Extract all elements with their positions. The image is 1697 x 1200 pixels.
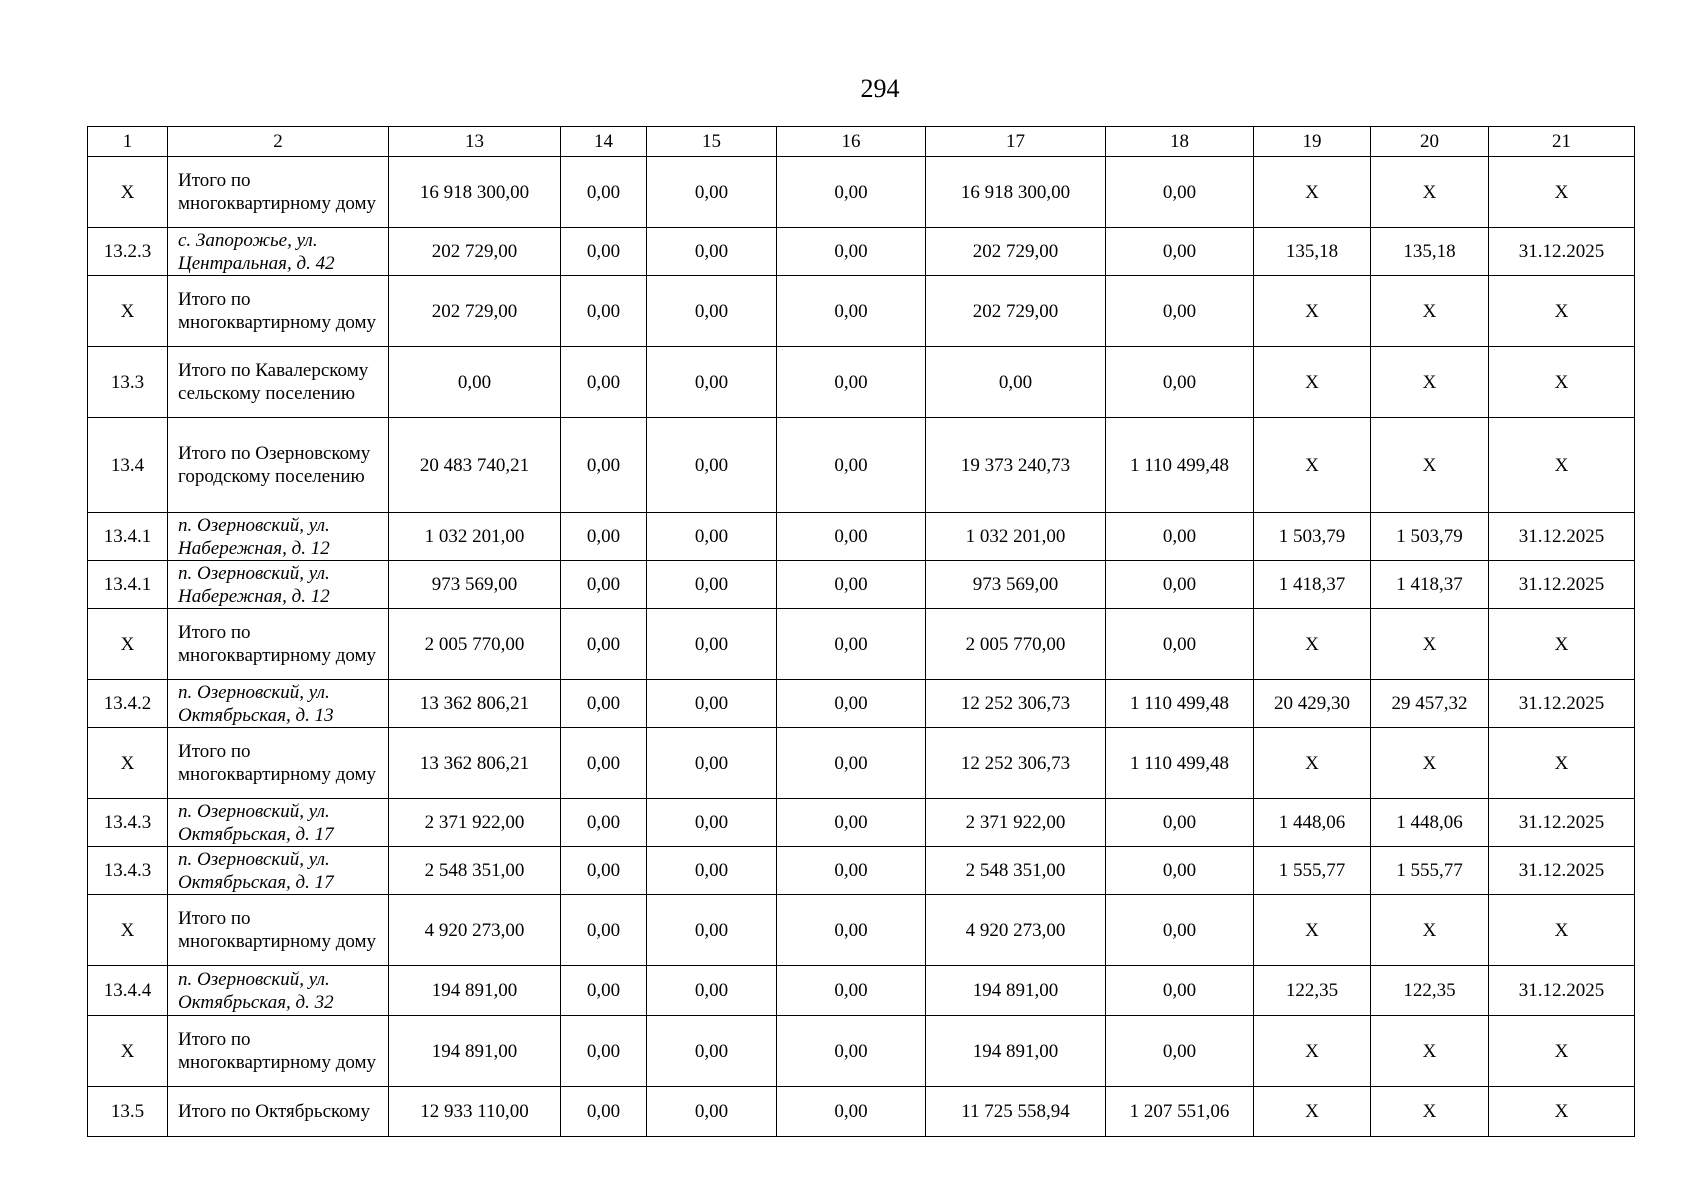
col-19-value: X	[1254, 1016, 1371, 1087]
col-19-value: 1 555,77	[1254, 847, 1371, 895]
col-21-value: X	[1489, 895, 1635, 966]
col-14-value: 0,00	[561, 799, 647, 847]
table-row	[88, 799, 1635, 847]
col-13-value: 194 891,00	[389, 966, 561, 1016]
col-19-value: X	[1254, 418, 1371, 513]
table-row	[88, 680, 1635, 728]
col-15-value: 0,00	[647, 895, 777, 966]
row-number: 13.4.4	[88, 966, 168, 1016]
col-20-value: X	[1371, 1016, 1489, 1087]
col-18-value: 0,00	[1106, 561, 1254, 609]
col-17-value: 4 920 273,00	[926, 895, 1106, 966]
col-19-value: X	[1254, 895, 1371, 966]
col-13-value: 0,00	[389, 347, 561, 418]
object-name: п. Озерновский, ул. Набережная, д. 12	[168, 513, 389, 561]
col-16-value: 0,00	[777, 847, 926, 895]
page-number: 294	[860, 74, 900, 103]
col-17-value: 202 729,00	[926, 276, 1106, 347]
col-21-value: X	[1489, 157, 1635, 228]
row-number: X	[88, 895, 168, 966]
row-number: 13.4.2	[88, 680, 168, 728]
col-20-value: 122,35	[1371, 966, 1489, 1016]
row-number: X	[88, 728, 168, 799]
col-14-value: 0,00	[561, 680, 647, 728]
col-19-value: 1 503,79	[1254, 513, 1371, 561]
col-13-value: 1 032 201,00	[389, 513, 561, 561]
col-18-value: 1 110 499,48	[1106, 680, 1254, 728]
object-name: п. Озерновский, ул. Октябрьская, д. 32	[168, 966, 389, 1016]
col-21-value: 31.12.2025	[1489, 561, 1635, 609]
col-15-value: 0,00	[647, 680, 777, 728]
col-14-value: 0,00	[561, 966, 647, 1016]
col-20-value: 1 555,77	[1371, 847, 1489, 895]
table-row	[88, 728, 1635, 799]
col-16-value: 0,00	[777, 728, 926, 799]
row-number: X	[88, 276, 168, 347]
col-16-value: 0,00	[777, 799, 926, 847]
col-15-value: 0,00	[647, 966, 777, 1016]
col-18-value: 0,00	[1106, 347, 1254, 418]
header-cell: 20	[1371, 127, 1489, 157]
col-20-value: 135,18	[1371, 228, 1489, 276]
col-15-value: 0,00	[647, 347, 777, 418]
col-16-value: 0,00	[777, 561, 926, 609]
col-18-value: 0,00	[1106, 847, 1254, 895]
row-number: 13.3	[88, 347, 168, 418]
col-13-value: 20 483 740,21	[389, 418, 561, 513]
col-18-value: 0,00	[1106, 895, 1254, 966]
table-row	[88, 1016, 1635, 1087]
col-14-value: 0,00	[561, 609, 647, 680]
col-19-value: 135,18	[1254, 228, 1371, 276]
col-21-value: X	[1489, 1016, 1635, 1087]
row-number: 13.4.3	[88, 847, 168, 895]
header-cell: 18	[1106, 127, 1254, 157]
col-14-value: 0,00	[561, 347, 647, 418]
col-18-value: 1 110 499,48	[1106, 418, 1254, 513]
col-18-value: 0,00	[1106, 966, 1254, 1016]
col-19-value: X	[1254, 1087, 1371, 1137]
col-13-value: 13 362 806,21	[389, 680, 561, 728]
col-15-value: 0,00	[647, 276, 777, 347]
col-16-value: 0,00	[777, 1087, 926, 1137]
col-14-value: 0,00	[561, 561, 647, 609]
col-16-value: 0,00	[777, 609, 926, 680]
col-21-value: X	[1489, 347, 1635, 418]
col-16-value: 0,00	[777, 228, 926, 276]
col-15-value: 0,00	[647, 847, 777, 895]
col-13-value: 194 891,00	[389, 1016, 561, 1087]
table-body	[88, 127, 1635, 1137]
col-13-value: 2 371 922,00	[389, 799, 561, 847]
table-row	[88, 276, 1635, 347]
col-16-value: 0,00	[777, 157, 926, 228]
col-17-value: 194 891,00	[926, 966, 1106, 1016]
table-row	[88, 561, 1635, 609]
col-19-value: X	[1254, 157, 1371, 228]
column-number-row	[88, 127, 1635, 157]
col-14-value: 0,00	[561, 228, 647, 276]
col-17-value: 16 918 300,00	[926, 157, 1106, 228]
col-18-value: 1 207 551,06	[1106, 1087, 1254, 1137]
header-cell: 15	[647, 127, 777, 157]
col-19-value: X	[1254, 347, 1371, 418]
col-20-value: X	[1371, 157, 1489, 228]
col-17-value: 2 548 351,00	[926, 847, 1106, 895]
col-17-value: 194 891,00	[926, 1016, 1106, 1087]
table-row	[88, 895, 1635, 966]
object-name: Итого по многоквартирному дому	[168, 609, 389, 680]
object-name: Итого по многоквартирному дому	[168, 276, 389, 347]
table-row	[88, 966, 1635, 1016]
col-18-value: 0,00	[1106, 1016, 1254, 1087]
col-17-value: 2 005 770,00	[926, 609, 1106, 680]
col-20-value: X	[1371, 728, 1489, 799]
col-20-value: X	[1371, 1087, 1489, 1137]
col-16-value: 0,00	[777, 418, 926, 513]
col-14-value: 0,00	[561, 895, 647, 966]
col-19-value: 1 448,06	[1254, 799, 1371, 847]
budget-table	[87, 126, 1635, 1137]
col-17-value: 12 252 306,73	[926, 728, 1106, 799]
col-13-value: 2 548 351,00	[389, 847, 561, 895]
col-15-value: 0,00	[647, 513, 777, 561]
col-15-value: 0,00	[647, 728, 777, 799]
col-18-value: 0,00	[1106, 609, 1254, 680]
col-18-value: 0,00	[1106, 276, 1254, 347]
col-18-value: 1 110 499,48	[1106, 728, 1254, 799]
header-cell: 2	[168, 127, 389, 157]
col-16-value: 0,00	[777, 680, 926, 728]
col-18-value: 0,00	[1106, 513, 1254, 561]
col-21-value: X	[1489, 276, 1635, 347]
col-19-value: X	[1254, 276, 1371, 347]
header-cell: 21	[1489, 127, 1635, 157]
object-name: п. Озерновский, ул. Октябрьская, д. 17	[168, 799, 389, 847]
table-row	[88, 228, 1635, 276]
header-cell: 14	[561, 127, 647, 157]
col-20-value: 1 448,06	[1371, 799, 1489, 847]
header-cell: 13	[389, 127, 561, 157]
col-21-value: 31.12.2025	[1489, 799, 1635, 847]
row-number: 13.5	[88, 1087, 168, 1137]
col-14-value: 0,00	[561, 847, 647, 895]
col-19-value: X	[1254, 728, 1371, 799]
col-18-value: 0,00	[1106, 157, 1254, 228]
col-20-value: X	[1371, 276, 1489, 347]
col-13-value: 4 920 273,00	[389, 895, 561, 966]
col-20-value: 1 503,79	[1371, 513, 1489, 561]
table-row	[88, 157, 1635, 228]
col-20-value: X	[1371, 347, 1489, 418]
row-number: 13.2.3	[88, 228, 168, 276]
col-21-value: X	[1489, 1087, 1635, 1137]
object-name: Итого по Озерновскому городскому поселению	[168, 418, 389, 513]
col-21-value: 31.12.2025	[1489, 228, 1635, 276]
col-16-value: 0,00	[777, 513, 926, 561]
row-number: 13.4	[88, 418, 168, 513]
col-13-value: 16 918 300,00	[389, 157, 561, 228]
table-row	[88, 609, 1635, 680]
object-name: Итого по многоквартирному дому	[168, 728, 389, 799]
row-number: 13.4.1	[88, 561, 168, 609]
col-21-value: 31.12.2025	[1489, 847, 1635, 895]
table-row	[88, 1087, 1635, 1137]
col-19-value: 1 418,37	[1254, 561, 1371, 609]
col-19-value: 122,35	[1254, 966, 1371, 1016]
col-13-value: 2 005 770,00	[389, 609, 561, 680]
header-cell: 1	[88, 127, 168, 157]
col-16-value: 0,00	[777, 347, 926, 418]
col-21-value: 31.12.2025	[1489, 680, 1635, 728]
row-number: X	[88, 157, 168, 228]
col-21-value: X	[1489, 728, 1635, 799]
col-19-value: 20 429,30	[1254, 680, 1371, 728]
col-21-value: 31.12.2025	[1489, 966, 1635, 1016]
col-14-value: 0,00	[561, 1087, 647, 1137]
col-13-value: 202 729,00	[389, 276, 561, 347]
col-17-value: 12 252 306,73	[926, 680, 1106, 728]
object-name: с. Запорожье, ул. Центральная, д. 42	[168, 228, 389, 276]
col-18-value: 0,00	[1106, 228, 1254, 276]
col-20-value: 29 457,32	[1371, 680, 1489, 728]
col-17-value: 2 371 922,00	[926, 799, 1106, 847]
col-16-value: 0,00	[777, 895, 926, 966]
col-20-value: X	[1371, 418, 1489, 513]
object-name: Итого по Октябрьскому	[168, 1087, 389, 1137]
row-number: 13.4.1	[88, 513, 168, 561]
col-14-value: 0,00	[561, 728, 647, 799]
col-19-value: X	[1254, 609, 1371, 680]
table-row	[88, 513, 1635, 561]
object-name: Итого по Кавалерскому сельскому поселению	[168, 347, 389, 418]
col-17-value: 11 725 558,94	[926, 1087, 1106, 1137]
object-name: Итого по многоквартирному дому	[168, 895, 389, 966]
col-17-value: 19 373 240,73	[926, 418, 1106, 513]
col-17-value: 202 729,00	[926, 228, 1106, 276]
object-name: Итого по многоквартирному дому	[168, 157, 389, 228]
col-14-value: 0,00	[561, 513, 647, 561]
col-15-value: 0,00	[647, 1016, 777, 1087]
col-15-value: 0,00	[647, 609, 777, 680]
col-13-value: 973 569,00	[389, 561, 561, 609]
row-number: 13.4.3	[88, 799, 168, 847]
col-13-value: 12 933 110,00	[389, 1087, 561, 1137]
col-21-value: X	[1489, 609, 1635, 680]
header-cell: 19	[1254, 127, 1371, 157]
col-21-value: 31.12.2025	[1489, 513, 1635, 561]
col-16-value: 0,00	[777, 276, 926, 347]
col-14-value: 0,00	[561, 157, 647, 228]
col-15-value: 0,00	[647, 418, 777, 513]
row-number: X	[88, 609, 168, 680]
col-17-value: 1 032 201,00	[926, 513, 1106, 561]
col-14-value: 0,00	[561, 276, 647, 347]
col-14-value: 0,00	[561, 1016, 647, 1087]
col-15-value: 0,00	[647, 157, 777, 228]
header-cell: 16	[777, 127, 926, 157]
table-row	[88, 347, 1635, 418]
col-18-value: 0,00	[1106, 799, 1254, 847]
object-name: п. Озерновский, ул. Набережная, д. 12	[168, 561, 389, 609]
table-row	[88, 418, 1635, 513]
col-16-value: 0,00	[777, 966, 926, 1016]
col-21-value: X	[1489, 418, 1635, 513]
col-20-value: X	[1371, 609, 1489, 680]
object-name: Итого по многоквартирному дому	[168, 1016, 389, 1087]
col-17-value: 973 569,00	[926, 561, 1106, 609]
header-cell: 17	[926, 127, 1106, 157]
col-13-value: 13 362 806,21	[389, 728, 561, 799]
col-15-value: 0,00	[647, 561, 777, 609]
col-17-value: 0,00	[926, 347, 1106, 418]
col-20-value: X	[1371, 895, 1489, 966]
col-20-value: 1 418,37	[1371, 561, 1489, 609]
col-16-value: 0,00	[777, 1016, 926, 1087]
col-15-value: 0,00	[647, 228, 777, 276]
col-15-value: 0,00	[647, 799, 777, 847]
row-number: X	[88, 1016, 168, 1087]
col-14-value: 0,00	[561, 418, 647, 513]
col-13-value: 202 729,00	[389, 228, 561, 276]
col-15-value: 0,00	[647, 1087, 777, 1137]
object-name: п. Озерновский, ул. Октябрьская, д. 17	[168, 847, 389, 895]
table-row	[88, 847, 1635, 895]
object-name: п. Озерновский, ул. Октябрьская, д. 13	[168, 680, 389, 728]
